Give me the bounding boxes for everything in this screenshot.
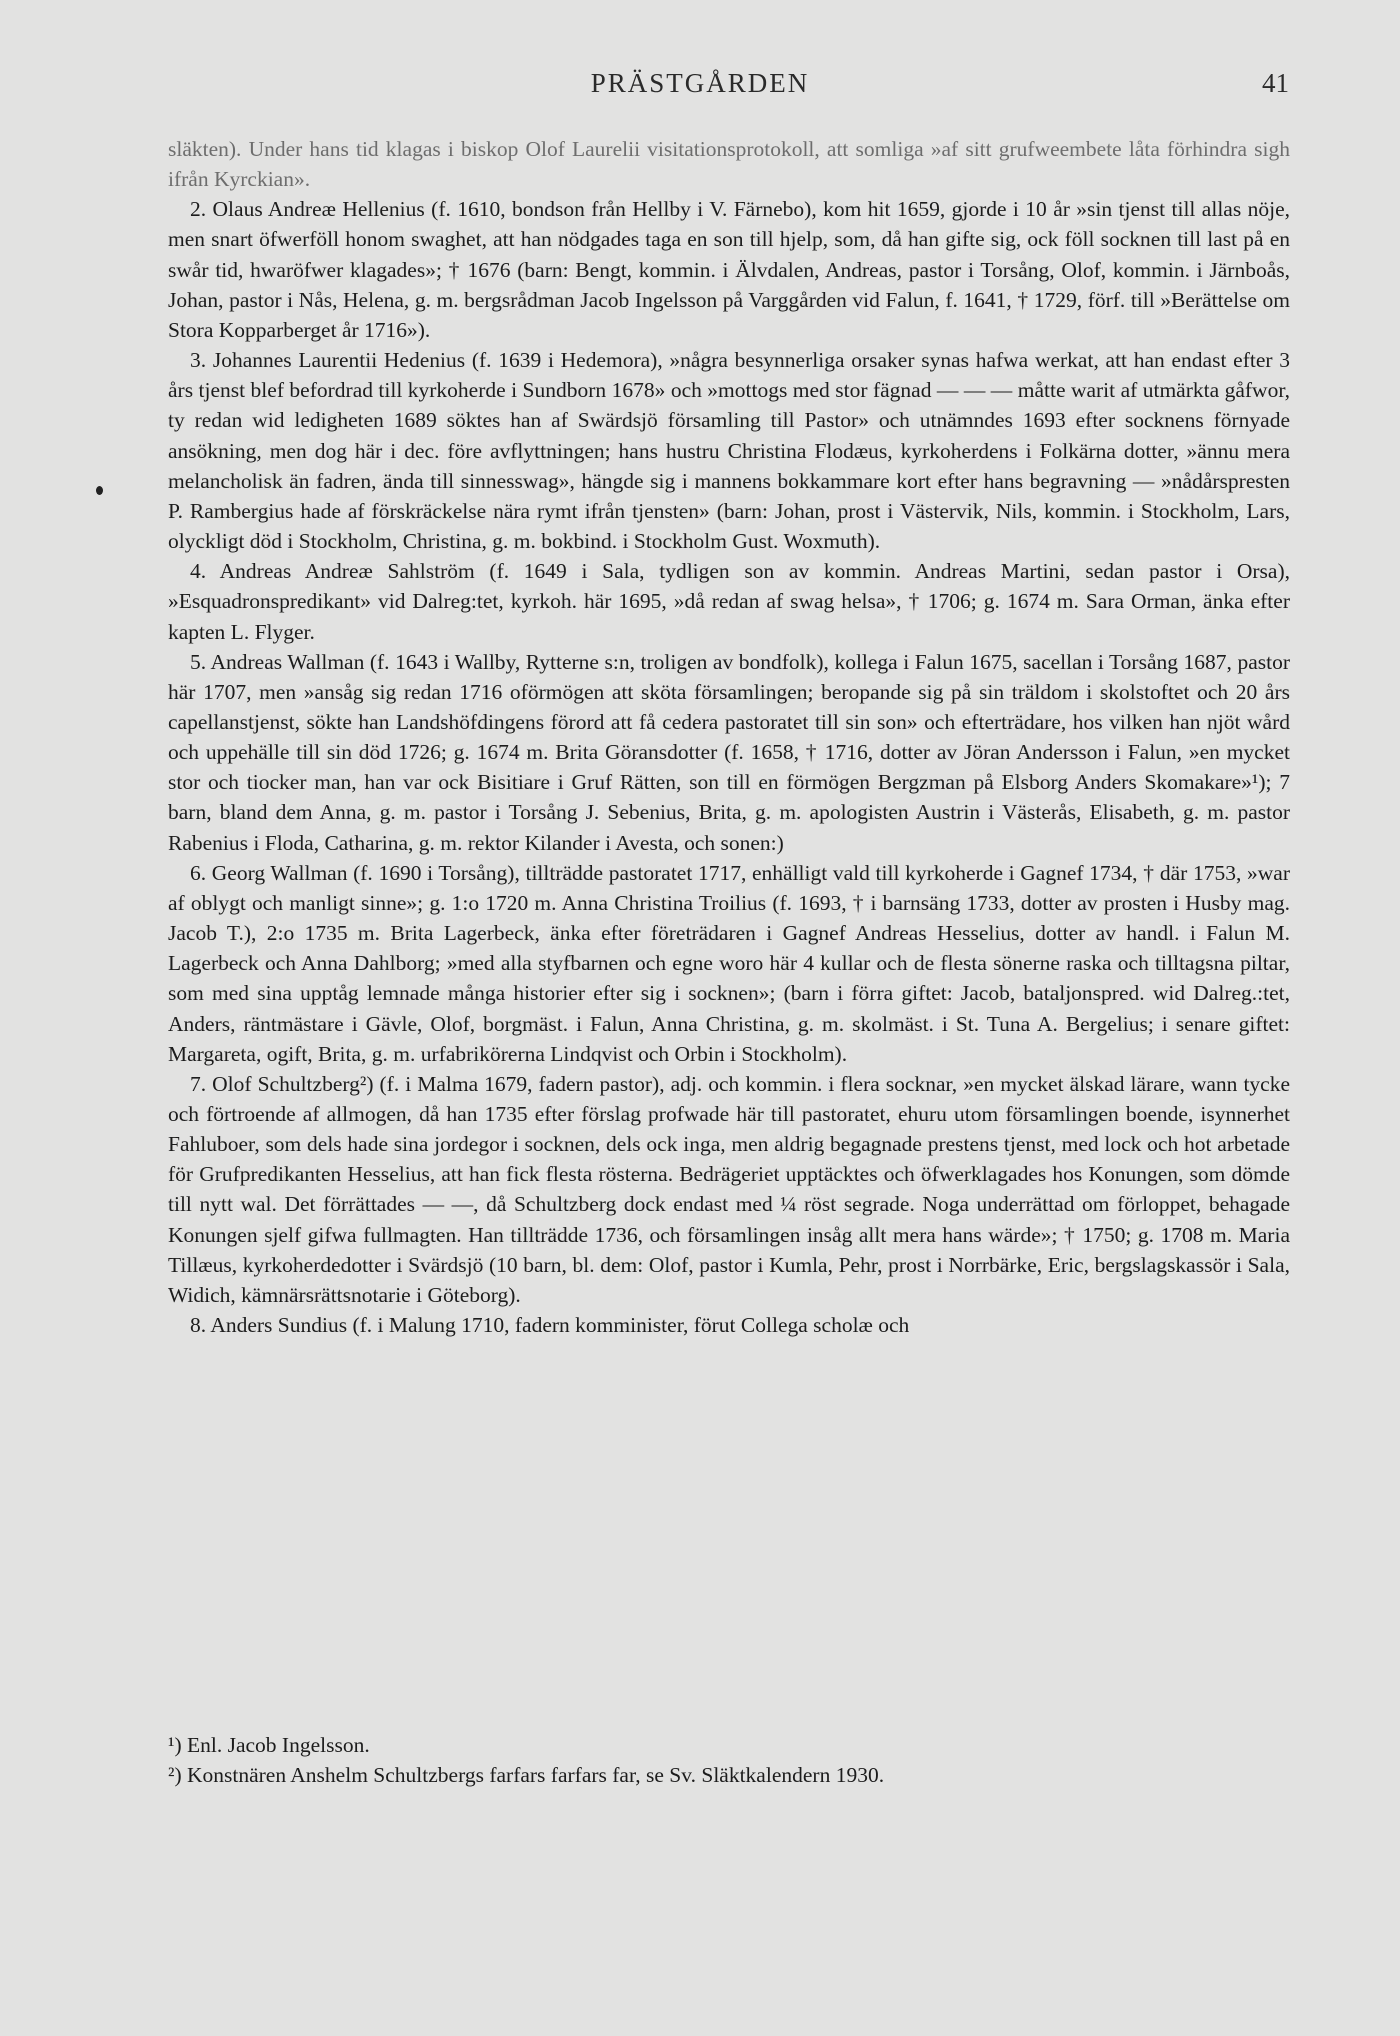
footnote-1: ¹) Enl. Jacob Ingelsson. [168, 1733, 370, 1757]
running-head [0, 66, 1400, 106]
entry-8-sundius: 8. Anders Sundius (f. i Malung 1710, fadern komminister, förut Collega scholæ och [190, 1313, 910, 1338]
entry-4-sahlstrom: 4. Andreas Andreæ Sahlström (f. 1649 i Sala, tydligen son av kommin. Andreas Martini, sedan pastor i Orsa), »Esquadronspredikant» vid Dalreg:tet, kyrkoh. här 1695, »då redan af swag helsa», † 1706; g. 1674 m. Sara Orman, änka efter kapten L. Flyger. [168, 559, 1290, 644]
entry-6-georg-wallman: 6. Georg Wallman (f. 1690 i Torsång), tillträdde pastoratet 1717, enhälligt vald till kyrkoherde i Gagnef 1734, † där 1753, »war af oblygt och manligt sinne»; g. 1:o 1720 m. Anna Christina Troilius (f. 1693, † i barnsäng 1733, dotter av prosten i Husby mag. Jacob T.), 2:o 1735 m. Brita Lagerbeck, änka efter företrädaren i Gagnef Andreas Hesselius, dotter av handl. i Falun M. Lagerbeck och Anna Dahlborg; »med alla styfbarnen och egne woro här 4 kullar och de flesta sönerne raska och tilltagsna piltar, som med sina upptåg lemnade många historier efter sig i socknen»; (barn i förra giftet: Jacob, bataljonspred. wid Dalreg.:tet, Anders, räntmästare i Gävle, Olof, borgmäst. i Falun, Anna Christina, g. m. skolmäst. i St. Tuna A. Bergelius; i senare giftet: Margareta, ogift, Brita, g. m. urfabrikörerna Lindqvist och Orbin i Stockholm). [168, 860, 1290, 1066]
entry-2-hellenius: 2. Olaus Andreæ Hellenius (f. 1610, bondson från Hellby i V. Färnebo), kom hit 1659, gjorde i 10 år »sin tjenst till allas nöje, men snart öfwerföll honom swaghet, att han nödgades taga en son till hjelp, som, då han gifte sig, ock föll socknen till last på en swår tid, hwaröfwer klagades»; † 1676 (barn: Bengt, kommin. i Älvdalen, Andreas, pastor i Torsång, Olof, kommin. i Järnboås, Johan, pastor i Nås, Helena, g. m. bergsrådman Jacob Ingelsson på Varggården vid Falun, f. 1641, † 1729, förf. till »Berättelse om Stora Kopparberget år 1716»). [168, 197, 1290, 342]
body-text [168, 134, 1290, 1340]
margin-mark [96, 486, 103, 495]
paragraph-continuation: släkten). Under hans tid klagas i biskop Olof Laurelii visitationsprotokoll, att somliga »af sitt grufweembete låta förhindra sigh ifrån Kyrckian». [168, 137, 1290, 192]
entry-3-hedenius: 3. Johannes Laurentii Hedenius (f. 1639 i Hedemora), »några besynnerliga orsaker synas hafwa werkat, att han endast efter 3 års tjenst blef befordrad till kyrkoherde i Sundborn 1678» och »mottogs med stor fägnad — — — måtte warit af utmärkta gåfwor, ty redan wid ledigheten 1689 söktes han af Swärdsjö församling till Pastor» och utnämndes 1693 efter socknens förnyade ansökning, men dog här i dec. före avflyttningen; hans hustru Christina Flodæus, kyrkoherdens i Folkärna dotter, »ännu mera melancholisk än fadren, ända till sinnesswag», hängde sig i mannens bokkammare kort efter hans begravning — »nådårspresten P. Rambergius hade af förskräckelse nära rymt ifrån tjensten» (barn: Johan, prost i Västervik, Nils, kommin. i Stockholm, Lars, olyckligt död i Stockholm, Christina, g. m. bokbind. i Stockholm Gust. Woxmuth). [168, 348, 1290, 554]
entry-5-andreas-wallman: 5. Andreas Wallman (f. 1643 i Wallby, Rytterne s:n, troligen av bondfolk), kollega i Falun 1675, sacellan i Torsång 1687, pastor här 1707, men »ansåg sig redan 1716 oförmögen att sköta församlingen; beropande sig på sin träldom i skolstoftet och 20 års capellanstjenst, sökte han Landshöfdingens förord att få cedera pastoratet till sin son» och efterträdare, hos vilken han njöt wård och uppehälle till sin död 1726; g. 1674 m. Brita Göransdotter (f. 1658, † 1716, dotter av Jöran Andersson i Falun, »en mycket stor och tiocker man, han var ock Bisitiare i Gruf Rätten, son till en förmögen Bergzman på Elsborg Anders Skomakare»¹); 7 barn, bland dem Anna, g. m. pastor i Torsång J. Sebenius, Brita, g. m. apologisten Austrin i Västerås, Elisabeth, g. m. pastor Rabenius i Floda, Catharina, g. m. rektor Kilander i Avesta, och sonen:) [168, 649, 1290, 855]
page-number: 41 [1262, 68, 1289, 98]
footnote-2: ²) Konstnären Anshelm Schultzbergs farfars farfars far, se Sv. Släktkalendern 1930. [168, 1763, 885, 1788]
running-title: PRÄSTGÅRDEN [590, 68, 810, 98]
entry-7-schultzberg: 7. Olof Schultzberg²) (f. i Malma 1679, fadern pastor), adj. och kommin. i flera socknar, »en mycket älskad lärare, wann tycke och förtroende af allmogen, då han 1735 efter förslag profwade här till pastoratet, ehuru utom församlingen boende, isynnerhet Fahluboer, som dels hade sina jordegor i socknen, dels ock inga, men aldrig begagnade prestens tjenst, med lock och hot arbetade för Grufpredikanten Hesselius, att han fick flesta rösterna. Bedrägeriet upptäcktes och öfwerklagades hos Konungen, som dömde till nytt wal. Det förrättades — —, då Schultzberg dock endast med ¼ röst segrade. Noga underrättad om förloppet, behagade Konungen sjelf gifwa fullmagten. Han tillträdde 1736, och församlingen insåg allt mera hans wärde»; † 1750; g. 1708 m. Maria Tillæus, kyrkoherdedotter i Svärdsjö (10 barn, bl. dem: Olof, pastor i Kumla, Pehr, prost i Norrbärke, Eric, bergslagskassör i Sala, Widich, kämnärsrättsnotarie i Göteborg). [168, 1071, 1290, 1307]
footnotes [168, 1730, 1290, 1790]
